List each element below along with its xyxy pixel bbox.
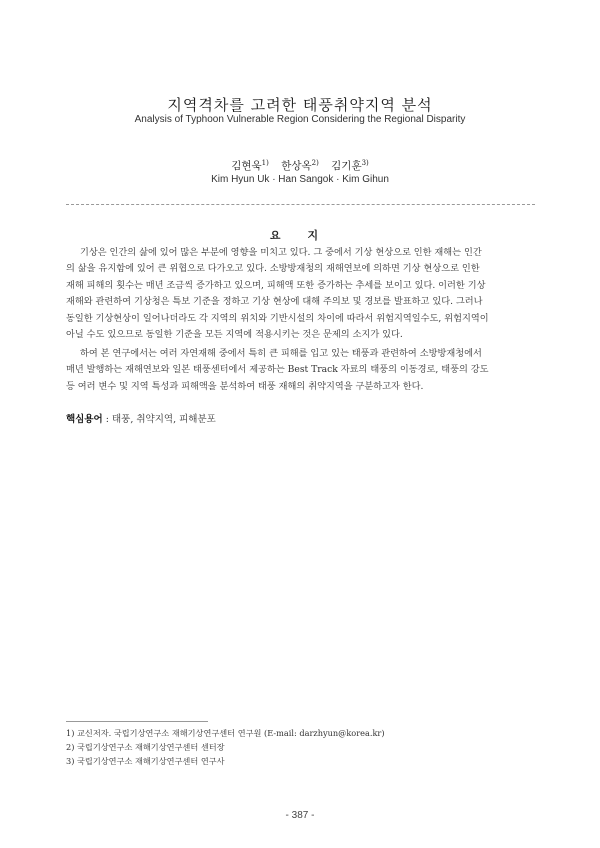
text-line: 기상은 인간의 삶에 있어 많은 부분에 영향을 미치고 있다. 그 중에서 기상 현상으로 인한 재해는 인간 [80, 247, 482, 258]
author-name: 김기훈 [331, 160, 362, 172]
header-divider [66, 204, 535, 205]
footnote: 1) 교신저자. 국립기상연구소 재해기상연구센터 연구원 (E-mail: darzhyun@korea.kr) [66, 728, 385, 738]
text-line: 재해 피해의 횟수는 매년 조금씩 증가하고 있으며, 피해액 또한 증가하는 추세를 보이고 있다. 이러한 기상 [66, 279, 486, 291]
footnote: 2) 국립기상연구소 재해기상연구센터 센터장 [66, 742, 225, 752]
text-line: 매년 발행하는 재해연보와 일본 태풍센터에서 제공하는 Best Track 자료의 태풍의 이동경로, 태풍의 강도 [66, 364, 489, 376]
page-number: - 387 - [285, 810, 315, 821]
author-name: 한상옥 [281, 160, 312, 172]
author-footnote-mark: 3) [361, 159, 369, 167]
text-line: 아닐 수도 있으므로 동일한 기준을 모든 지역에 적용시키는 것은 문제의 소지가 있다. [66, 328, 403, 340]
abstract-paragraph-1 [66, 245, 535, 343]
footnote: 3) 국립기상연구소 재해기상연구센터 연구사 [66, 756, 225, 766]
abstract-paragraph-2 [66, 346, 535, 395]
text-line: 재해와 관련하여 기상청은 특보 기준을 정하고 기상 현상에 대해 주의보 및 경보를 발표하고 있다. 그러나 [66, 296, 483, 308]
keywords-separator: : [102, 414, 112, 425]
text-line: 등 여러 변수 및 지역 특성과 피해액을 분석하여 태풍 재해의 취약지역을 구분하고자 한다. [66, 380, 424, 392]
abstract-heading: 요 지 [269, 230, 331, 242]
authors-english: Kim Hyun Uk · Han Sangok · Kim Gihun [211, 174, 389, 185]
paper-title-korean: 지역격차를 고려한 태풍취약지역 분석 [167, 96, 433, 114]
authors-korean [0, 158, 600, 173]
author-footnote-mark: 1) [261, 159, 269, 167]
text-line: 동일한 기상현상이 일어나더라도 각 지역의 위치와 기반시설의 차이에 따라서 위험지역일수도, 위험지역이 [66, 312, 489, 324]
author-name: 김현욱 [231, 160, 262, 172]
keywords-values: 태풍, 취약지역, 피해분포 [111, 414, 216, 425]
footnote-rule [66, 721, 208, 722]
keywords-label: 핵심용어 [66, 414, 103, 425]
author-footnote-mark: 2) [311, 159, 319, 167]
paper-title-english: Analysis of Typhoon Vulnerable Region Considering the Regional Disparity [134, 114, 466, 125]
text-line: 의 삶을 유지함에 있어 큰 위협으로 다가오고 있다. 소방방재청의 재해연보에 의하면 기상 현상으로 인한 [66, 263, 480, 275]
keywords [66, 411, 216, 425]
text-line: 하여 본 연구에서는 여러 자연재해 중에서 특히 큰 피해를 입고 있는 태풍과 관련하여 소방방재청에서 [80, 348, 482, 359]
